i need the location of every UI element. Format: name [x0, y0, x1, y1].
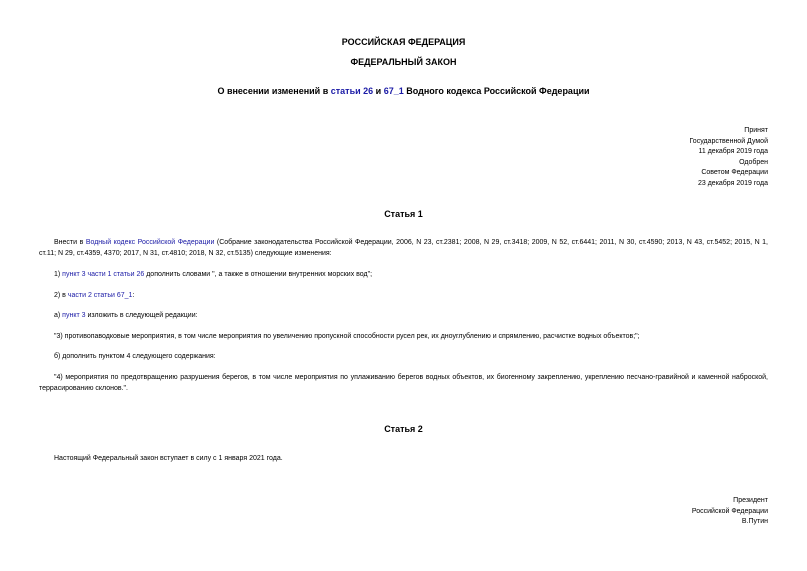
title-prefix: О внесении изменений в — [217, 86, 331, 96]
adoption-line: Одобрен — [739, 158, 768, 166]
article-1-paragraph-2: 1) пункт 3 части 1 статьи 26 дополнить словами ", а также в отношении внутренних морских вод"; — [54, 271, 373, 278]
signature-line: В.Путин — [741, 518, 768, 526]
article-2-paragraph-1: Настоящий Федеральный закон вступает в силу с 1 января 2021 года. — [54, 455, 283, 462]
link-part-2-article-67-1[interactable]: части 2 статьи 67_1 — [67, 292, 133, 299]
country-heading: РОССИЙСКАЯ ФЕДЕРАЦИЯ — [341, 37, 466, 47]
title-suffix: Водного кодекса Российской Федерации — [403, 86, 590, 96]
law-title — [0, 86, 807, 96]
link-article-67-1[interactable]: 67_1 — [383, 86, 404, 96]
article-2-heading: Статья 2 — [384, 424, 423, 434]
signature-block — [692, 496, 768, 528]
adoption-info — [689, 126, 768, 190]
link-article-26[interactable]: статьи 26 — [330, 86, 374, 96]
article-1-paragraph-5: "3) противопаводковые мероприятия, в том числе мероприятия по увеличению пропускной способности русел рек, их дноуглублению и спрямлению, расчистке водных объектов;"; — [54, 333, 640, 340]
adoption-line: Советом Федерации — [701, 169, 768, 177]
signature-line: Президент — [733, 497, 768, 504]
link-point-3-part-1-article-26[interactable]: пункт 3 части 1 статьи 26 — [62, 271, 145, 278]
article-1-paragraph-6: б) дополнить пунктом 4 следующего содержания: — [54, 353, 216, 360]
link-point-3[interactable]: пункт 3 — [62, 312, 86, 319]
adoption-line: Государственной Думой — [689, 137, 768, 145]
law-type-heading: ФЕДЕРАЛЬНЫЙ ЗАКОН — [350, 57, 457, 67]
article-1-paragraph-3: 2) в части 2 статьи 67_1: — [54, 292, 135, 299]
article-1-paragraph-1: Внести в Водный кодекс Российской Федерации (Собрание законодательства Российской Федерации, 2006, N 23, ст.2381; 2008, N 29, ст.3418; 2009, N 52, ст.6441; 2011, N 30, ст.4590; 2013, N 43, ст.5452; 2015, N 1, ст.11; N 29, ст.4359, 4370; 2017, N 31, ст.4810; 2018, N 32, ст.5135) следующие изменения: — [39, 239, 768, 257]
title-and: и — [373, 86, 384, 96]
adoption-line: 11 декабря 2019 года — [698, 148, 768, 156]
adoption-line: Принят — [744, 127, 768, 134]
signature-line: Российской Федерации — [691, 507, 768, 515]
article-1-heading: Статья 1 — [384, 209, 423, 219]
article-1-paragraph-4: а) пункт 3 изложить в следующей редакции: — [54, 312, 198, 319]
article-1-paragraph-7: "4) мероприятия по предотвращению разрушения берегов, в том числе мероприятия по уплаживанию берегов водных объектов, их биогенному закреплению, укреплению песчано-гравийной и каменной наброской, террасированию склонов.". — [39, 374, 768, 392]
adoption-line: 23 декабря 2019 года — [697, 179, 768, 187]
link-water-code[interactable]: Водный кодекс Российской Федерации — [85, 239, 215, 246]
